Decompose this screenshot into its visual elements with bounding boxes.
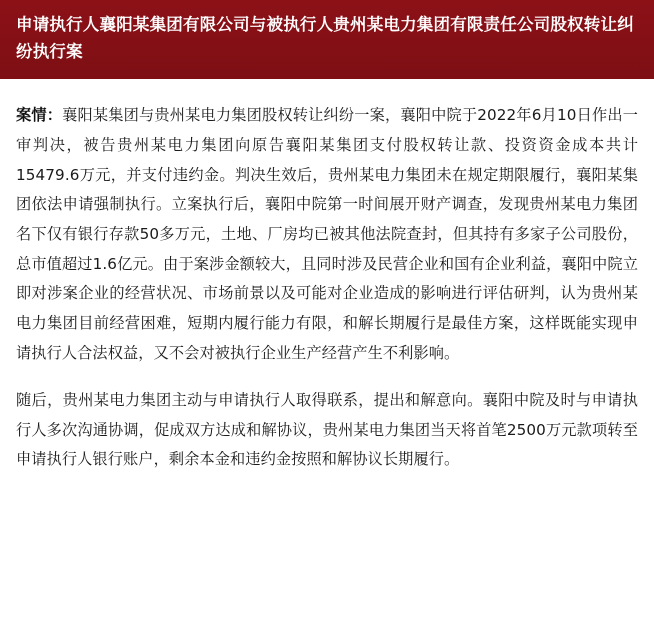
case-label: 案情： (16, 106, 63, 125)
document-body (0, 79, 654, 475)
case-paragraph-2: 随后，贵州某电力集团主动与申请执行人取得联系，提出和解意向。襄阳中院及时与申请执行人多次沟通协调，促成双方达成和解协议，贵州某电力集团当天将首笔2500万元款项转至申请执行人银行账户，剩余本金和违约金按照和解协议长期履行。 (16, 391, 638, 469)
case-paragraph-1 (16, 101, 638, 368)
title-banner (0, 0, 654, 79)
case-paragraph-1-text: 襄阳某集团与贵州某电力集团股权转让纠纷一案，襄阳中院于2022年6月10日作出一审判决，被告贵州某电力集团向原告襄阳某集团支付股权转让款、投资资金成本共计15479.6万元，并支付违约金。判决生效后，贵州某电力集团未在规定期限履行，襄阳某集团依法申请强制执行。立案执行后，襄阳中院第一时间展开财产调查，发现贵州某电力集团名下仅有银行存款50多万元，土地、厂房均已被其他法院查封，但其持有多家子公司股份，总市值超过1.6亿元。由于案涉金额较大，且同时涉及民营企业和国有企业利益，襄阳中院立即对涉案企业的经营状况、市场前景以及可能对企业造成的影响进行评估研判，认为贵州某电力集团目前经营困难，短期内履行能力有限，和解长期履行是最佳方案，这样既能实现申请执行人合法权益，又不会对被执行企业生产经营产生不利影响。 (16, 106, 638, 362)
page-title: 申请执行人襄阳某集团有限公司与被执行人贵州某电力集团有限责任公司股权转让纠纷执行案 (16, 15, 634, 61)
